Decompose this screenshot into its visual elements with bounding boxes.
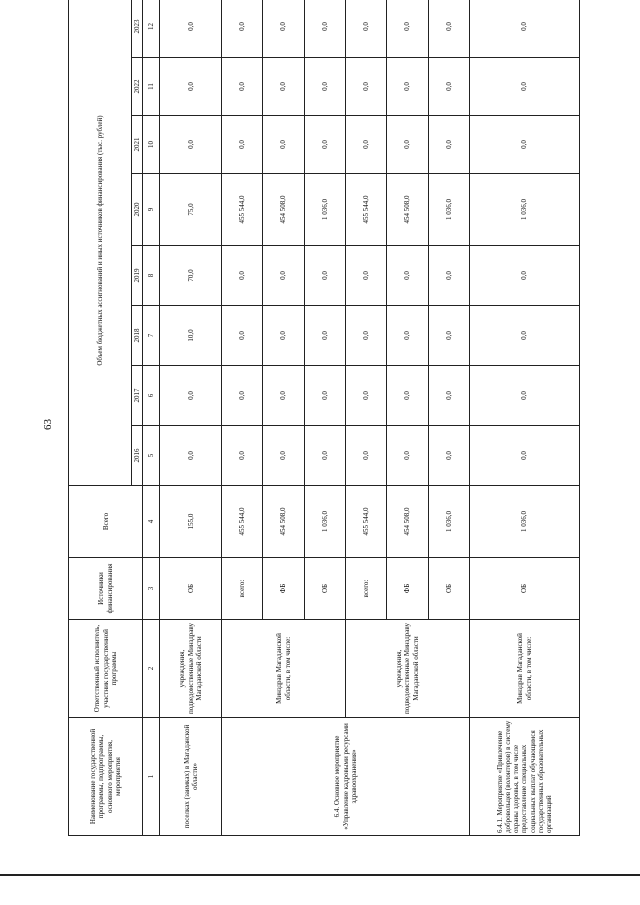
row-value: 0,0 xyxy=(222,58,263,116)
row-total: 454 508,0 xyxy=(387,486,428,558)
row-source: ФБ xyxy=(387,558,428,620)
row-value: 70,0 xyxy=(160,246,222,306)
row-value: 0,0 xyxy=(387,426,428,486)
column-number: 6 xyxy=(143,366,160,426)
row-value: 0,0 xyxy=(304,0,345,58)
row-value: 0,0 xyxy=(387,116,428,174)
row-value: 1 036,0 xyxy=(428,174,469,246)
row-value: 0,0 xyxy=(428,306,469,366)
row-value: 1 036,0 xyxy=(304,174,345,246)
column-number: 2 xyxy=(143,620,160,718)
header-year: 2021 xyxy=(132,116,143,174)
row-value: 0,0 xyxy=(304,306,345,366)
column-number: 1 xyxy=(143,718,160,836)
row-value: 0,0 xyxy=(387,366,428,426)
column-number: 4 xyxy=(143,486,160,558)
column-number: 7 xyxy=(143,306,160,366)
column-number-row xyxy=(143,0,160,836)
row-value: 10,0 xyxy=(160,306,222,366)
table-row xyxy=(160,0,222,836)
row-value: 0,0 xyxy=(160,58,222,116)
header-year: 2020 xyxy=(132,174,143,246)
row-value: 0,0 xyxy=(345,246,386,306)
row-value: 0,0 xyxy=(160,366,222,426)
row-value: 0,0 xyxy=(345,306,386,366)
row-source: всего: xyxy=(345,558,386,620)
row-value: 0,0 xyxy=(470,246,580,306)
row-name: 6.4.1. Мероприятие «Привлечение добровольцев (волонтеров) в систему охраны здоровья, в том числе предоставление специальных социальных выплат обучающимся государственных образовательных организаций xyxy=(470,718,580,836)
header-year: 2023 xyxy=(132,0,143,58)
row-value: 0,0 xyxy=(428,366,469,426)
row-value: 0,0 xyxy=(345,58,386,116)
row-value: 0,0 xyxy=(345,366,386,426)
row-value: 0,0 xyxy=(222,306,263,366)
row-value: 0,0 xyxy=(345,0,386,58)
row-value: 0,0 xyxy=(222,246,263,306)
row-value: 0,0 xyxy=(222,0,263,58)
row-total: 1 036,0 xyxy=(304,486,345,558)
row-value: 0,0 xyxy=(263,426,304,486)
row-value: 0,0 xyxy=(387,306,428,366)
column-number: 8 xyxy=(143,246,160,306)
row-value: 0,0 xyxy=(222,116,263,174)
header-name: Наименование государственной программы, подпрограммы, основного мероприятия, мероприятия xyxy=(69,718,143,836)
row-total: 1 036,0 xyxy=(470,486,580,558)
row-value: 0,0 xyxy=(428,116,469,174)
header-source: Источники финансирования xyxy=(69,558,143,620)
row-value: 0,0 xyxy=(470,306,580,366)
row-value: 1 036,0 xyxy=(470,174,580,246)
header-responsible: Ответственный исполнитель, участник государственной программы xyxy=(69,620,143,718)
row-source: ОБ xyxy=(160,558,222,620)
row-source: ФБ xyxy=(263,558,304,620)
column-number: 12 xyxy=(143,0,160,58)
row-value: 75,0 xyxy=(160,174,222,246)
row-value: 0,0 xyxy=(428,0,469,58)
row-value: 0,0 xyxy=(304,58,345,116)
page-number: 63 xyxy=(42,419,54,430)
row-source: ОБ xyxy=(304,558,345,620)
row-total: 455 544,0 xyxy=(222,486,263,558)
table-row xyxy=(345,0,386,836)
header-year: 2019 xyxy=(132,246,143,306)
row-name: 6.4. Основное мероприятие «Управление кадровыми ресурсами здравоохранения» xyxy=(222,718,470,836)
row-value: 454 508,0 xyxy=(387,174,428,246)
header-year: 2018 xyxy=(132,306,143,366)
row-value: 0,0 xyxy=(345,426,386,486)
row-value: 0,0 xyxy=(345,116,386,174)
row-value: 0,0 xyxy=(304,366,345,426)
scan-edge-line xyxy=(0,874,640,876)
row-value: 0,0 xyxy=(470,0,580,58)
row-value: 0,0 xyxy=(304,116,345,174)
row-value: 0,0 xyxy=(304,246,345,306)
row-responsible: Минздрав Магаданской области, в том числе: xyxy=(222,620,346,718)
row-value: 0,0 xyxy=(387,0,428,58)
column-number: 5 xyxy=(143,426,160,486)
row-total: 155,0 xyxy=(160,486,222,558)
row-responsible: учреждения, подведомственные Минздраву Магаданской области xyxy=(345,620,469,718)
row-value: 455 544,0 xyxy=(345,174,386,246)
row-value: 0,0 xyxy=(160,426,222,486)
row-value: 0,0 xyxy=(428,426,469,486)
row-value: 0,0 xyxy=(222,366,263,426)
row-total: 1 036,0 xyxy=(428,486,469,558)
funding-table xyxy=(68,0,580,836)
table-row xyxy=(222,0,263,836)
row-value: 0,0 xyxy=(470,426,580,486)
column-number: 3 xyxy=(143,558,160,620)
row-value: 0,0 xyxy=(160,0,222,58)
header-funding: Объем бюджетных ассигнований и иных источников финансирования (тыс. рублей) xyxy=(69,0,132,486)
row-value: 0,0 xyxy=(387,58,428,116)
header-year: 2022 xyxy=(132,58,143,116)
row-responsible: Минздрав Магаданской области, в том числе: xyxy=(470,620,580,718)
header-year: 2017 xyxy=(132,366,143,426)
row-value: 0,0 xyxy=(387,246,428,306)
row-name: поселках (заимках) в Магаданской области» xyxy=(160,718,222,836)
header-total: Всего xyxy=(69,486,143,558)
row-value: 0,0 xyxy=(470,58,580,116)
row-value: 0,0 xyxy=(222,426,263,486)
column-number: 10 xyxy=(143,116,160,174)
row-source: ОБ xyxy=(470,558,580,620)
row-value: 0,0 xyxy=(263,366,304,426)
row-source: ОБ xyxy=(428,558,469,620)
header-row-1 xyxy=(69,0,132,836)
row-responsible: учреждения, подведомственные Минздраву Магаданской области xyxy=(160,620,222,718)
row-value: 0,0 xyxy=(470,116,580,174)
row-total: 455 544,0 xyxy=(345,486,386,558)
row-value: 455 544,0 xyxy=(222,174,263,246)
row-value: 0,0 xyxy=(470,366,580,426)
table-row xyxy=(470,0,580,836)
row-value: 0,0 xyxy=(428,58,469,116)
row-value: 0,0 xyxy=(263,0,304,58)
row-value: 454 508,0 xyxy=(263,174,304,246)
row-value: 0,0 xyxy=(263,306,304,366)
row-value: 0,0 xyxy=(263,58,304,116)
row-total: 454 508,0 xyxy=(263,486,304,558)
row-value: 0,0 xyxy=(263,246,304,306)
row-value: 0,0 xyxy=(304,426,345,486)
row-value: 0,0 xyxy=(428,246,469,306)
row-source: всего: xyxy=(222,558,263,620)
column-number: 11 xyxy=(143,58,160,116)
header-year: 2016 xyxy=(132,426,143,486)
row-value: 0,0 xyxy=(160,116,222,174)
row-value: 0,0 xyxy=(263,116,304,174)
rotated-table-container xyxy=(68,16,580,836)
column-number: 9 xyxy=(143,174,160,246)
